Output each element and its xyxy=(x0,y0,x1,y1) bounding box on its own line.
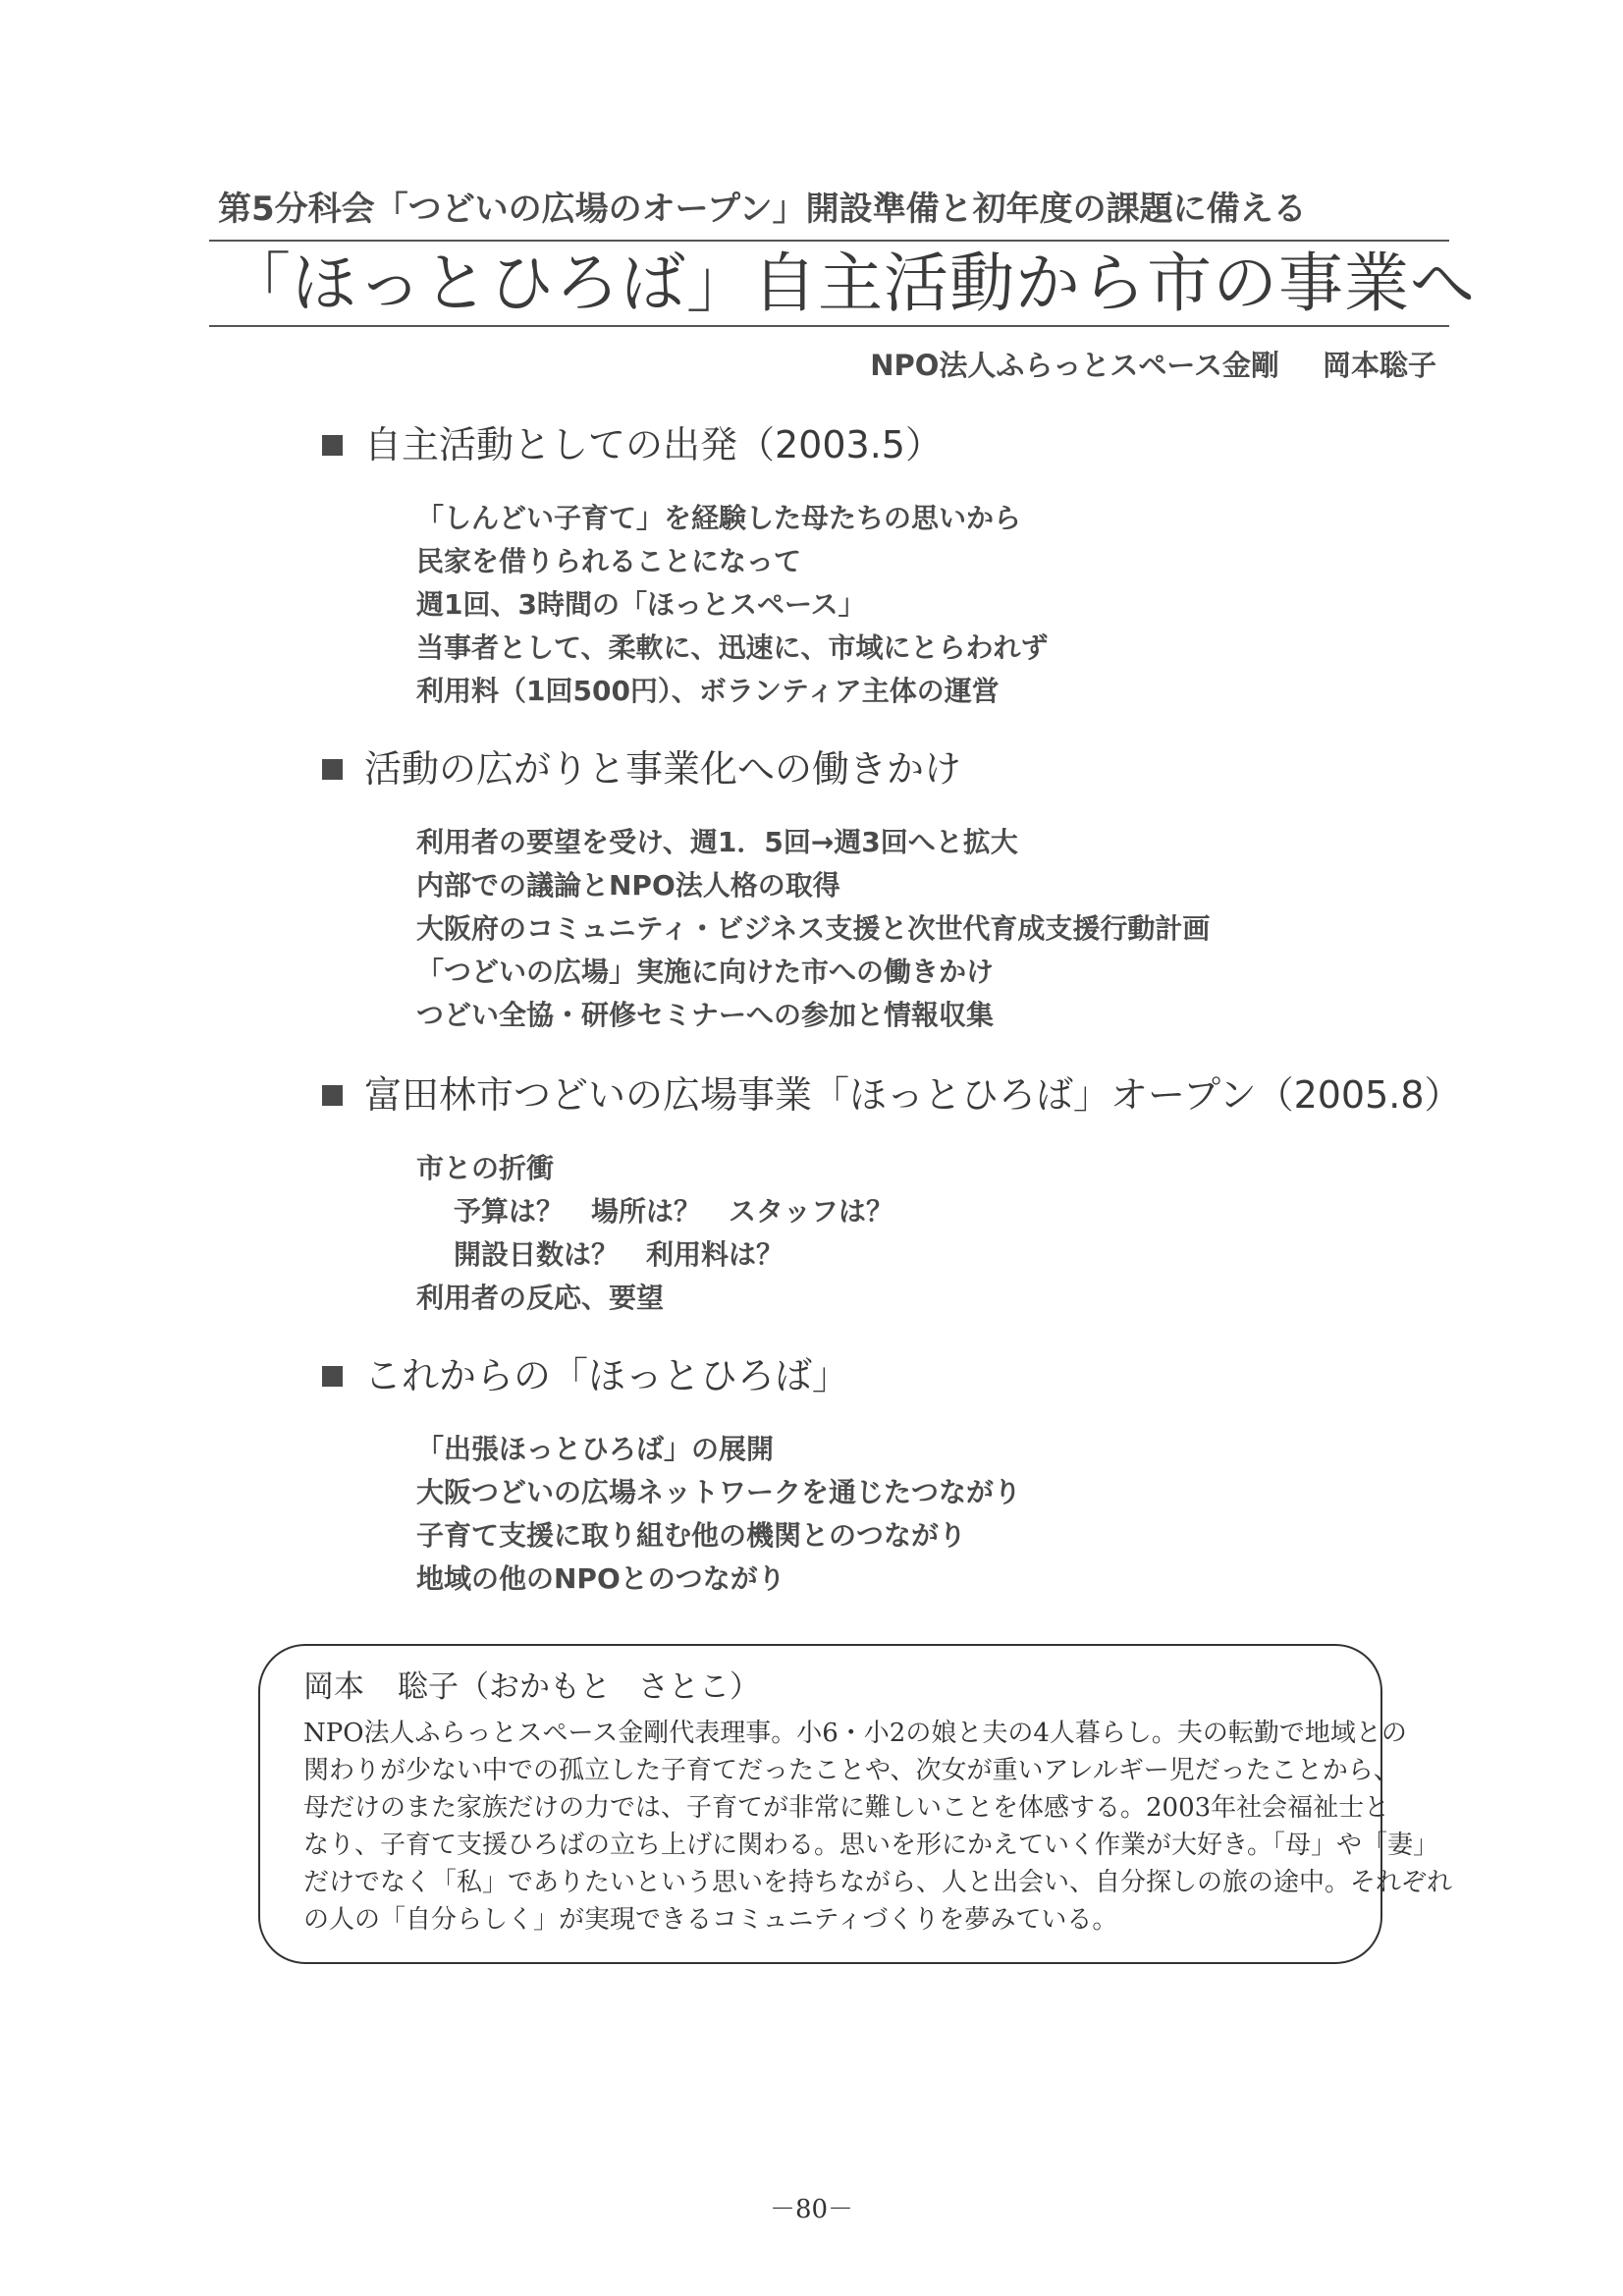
author-organization: NPO法人ふらっとスペース金剛 xyxy=(870,349,1279,382)
section-opening xyxy=(320,1070,1498,1320)
square-bullet-icon xyxy=(322,1085,343,1106)
profile-given-name: 聡子 xyxy=(398,1669,459,1705)
profile-line: NPO法人ふらっとスペース金剛代表理事。小6・小2の娘と夫の4人暮らし。夫の転勤で地域との xyxy=(303,1719,1407,1748)
profile-reading-family: （おかもと xyxy=(459,1669,611,1705)
list-item: 大阪府のコミュニティ・ビジネス支援と次世代育成支援行動計画 xyxy=(416,912,1211,945)
author-line xyxy=(870,346,1436,385)
profile-line: 関わりが少ない中での孤立した子育てだったことや、次女が重いアレルギー児だったことから、 xyxy=(303,1756,1399,1785)
list-item: 「つどいの広場」実施に向けた市への働きかけ xyxy=(416,956,995,988)
list-item: 民家を借りられることになって xyxy=(416,545,802,577)
list-item: 利用料（1回500円）、ボランティア主体の運営 xyxy=(416,675,1000,707)
page-number: －80－ xyxy=(769,2195,854,2224)
section-future xyxy=(320,1351,1498,1601)
list-item: 週1回、3時間の「ほっとスペース」 xyxy=(416,588,866,621)
section-start xyxy=(320,420,1498,713)
title-rule-bottom xyxy=(209,325,1449,327)
section-heading: これからの「ほっとひろば」 xyxy=(364,1354,850,1397)
square-bullet-icon xyxy=(322,435,343,456)
list-item: 利用者の要望を受け、週1．5回→週3回へと拡大 xyxy=(416,826,1018,858)
section-heading: 富田林市つどいの広場事業「ほっとひろば」オープン（2005.8） xyxy=(364,1073,1462,1117)
profile-body xyxy=(303,1715,1453,1939)
profile-line: 母だけのまた家族だけの力では、子育てが非常に難しいことを体感する。2003年社会福祉士と xyxy=(303,1793,1390,1823)
profile-line: の人の「自分らしく」が実現できるコミュニティづくりを夢みている。 xyxy=(303,1905,1118,1935)
list-item: 子育て支援に取り組む他の機関とのつながり xyxy=(416,1519,967,1552)
profile-reading-given: さとこ） xyxy=(638,1669,760,1705)
square-bullet-icon xyxy=(322,759,343,780)
list-item: つどい全協・研修セミナーへの参加と情報収集 xyxy=(416,999,995,1031)
section-heading: 活動の広がりと事業化への働きかけ xyxy=(364,747,962,791)
list-item: 市との折衝 xyxy=(416,1152,555,1184)
list-item: 利用者の反応、要望 xyxy=(416,1282,665,1314)
profile-name xyxy=(303,1666,760,1709)
page-title: 「ほっとひろば」自主活動から市の事業へ xyxy=(226,246,1476,321)
list-item: 大阪つどいの広場ネットワークを通じたつながり xyxy=(416,1476,1022,1508)
list-item: 予算は？ 場所は？ スタッフは？ xyxy=(454,1195,894,1228)
list-item: 「出張ほっとひろば」の展開 xyxy=(416,1433,775,1465)
square-bullet-icon xyxy=(322,1366,343,1387)
profile-family-name: 岡本 xyxy=(303,1669,364,1705)
list-item: 当事者として、柔軟に、迅速に、市域にとらわれず xyxy=(416,631,1049,664)
author-name: 岡本聡子 xyxy=(1322,349,1436,382)
session-subtitle: 第5分科会「つどいの広場のオープン」開設準備と初年度の課題に備える xyxy=(218,190,1307,229)
section-expansion xyxy=(320,744,1498,1037)
profile-line: なり、子育て支援ひろばの立ち上げに関わる。思いを形にかえていく作業が大好き。「母」や「妻」 xyxy=(303,1831,1438,1860)
author-profile-box xyxy=(258,1644,1453,1964)
section-heading: 自主活動としての出発（2003.5） xyxy=(364,423,943,466)
list-item: 地域の他のNPOとのつながり xyxy=(416,1562,785,1595)
profile-line: だけでなく「私」でありたいという思いを持ちながら、人と出会い、自分探しの旅の途中。それぞれ xyxy=(303,1868,1453,1897)
list-item: 開設日数は？ 利用料は？ xyxy=(454,1238,784,1271)
list-item: 内部での議論とNPO法人格の取得 xyxy=(416,869,840,902)
list-item: 「しんどい子育て」を経験した母たちの思いから xyxy=(416,502,1022,534)
